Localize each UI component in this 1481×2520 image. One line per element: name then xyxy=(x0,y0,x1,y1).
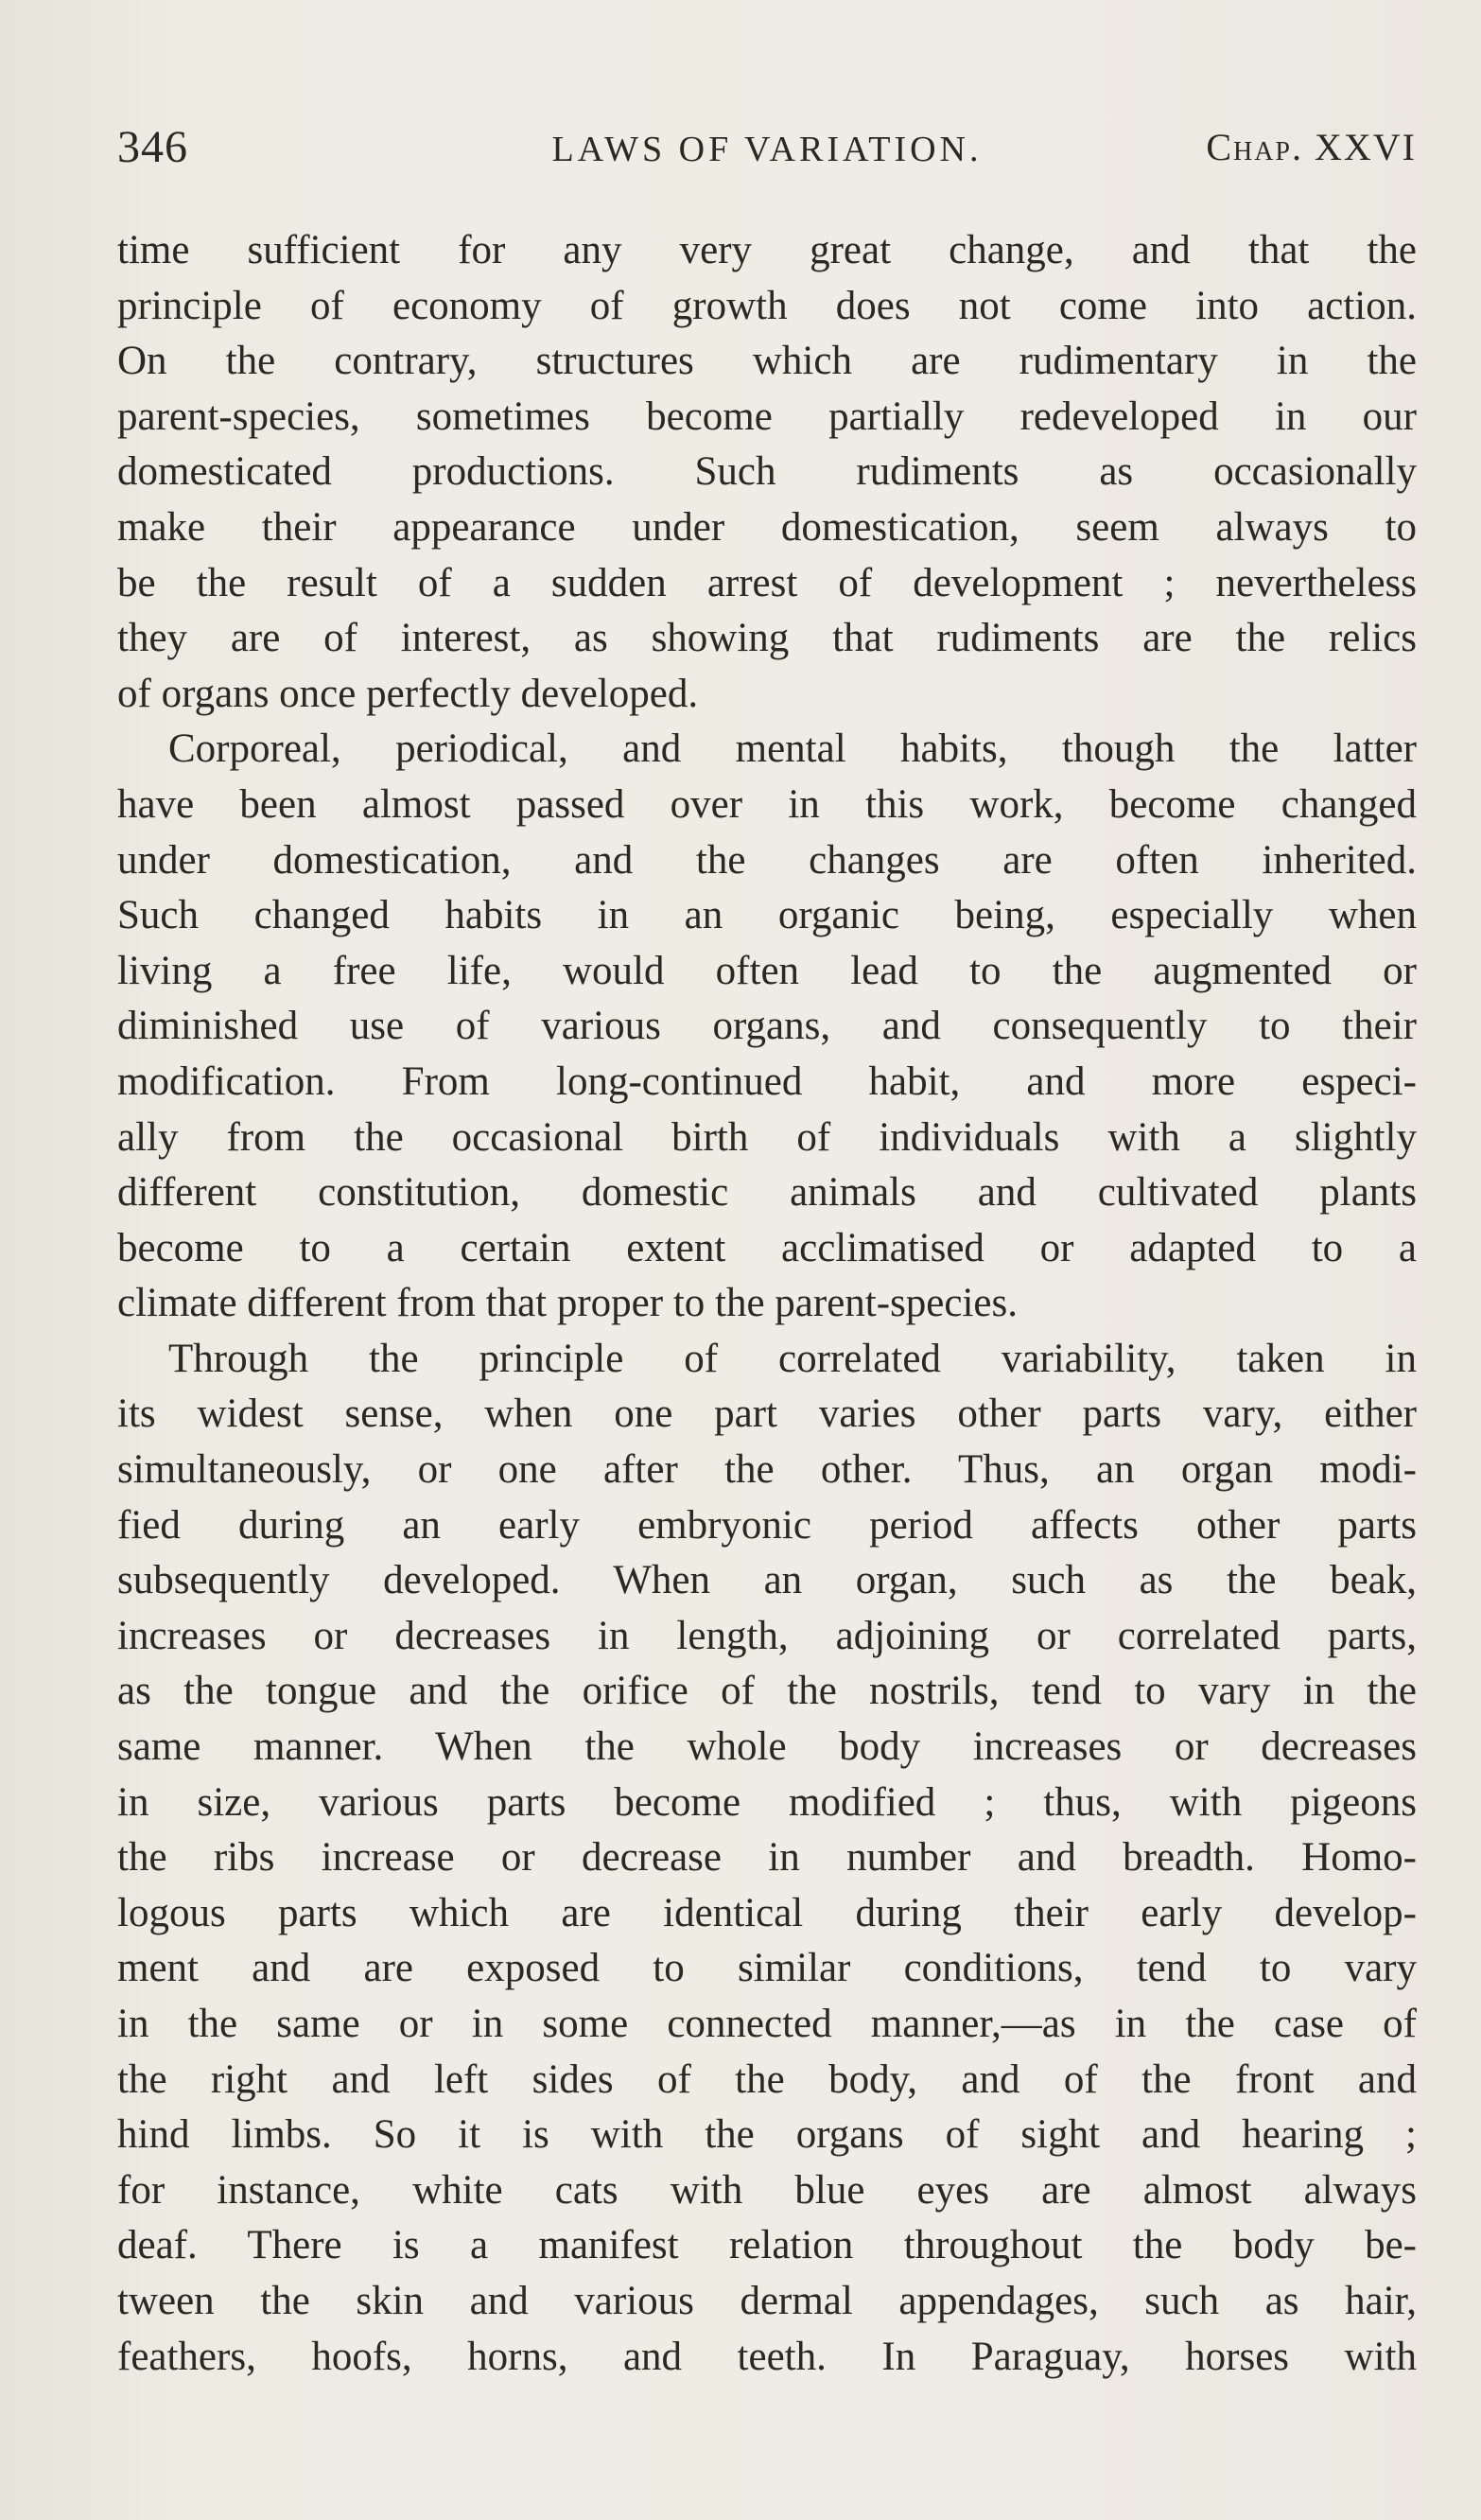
text-line: Such changed habits in an organic being, especially when xyxy=(117,893,1417,938)
text-line: increases or decreases in length, adjoining or correlated parts, xyxy=(117,1613,1417,1658)
text-line: in size, various parts become modified ; thus, with pigeons xyxy=(117,1779,1417,1825)
text-line: subsequently developed. When an organ, such as the beak, xyxy=(117,1558,1417,1603)
text-line: living a free life, would often lead to the augmented or xyxy=(117,948,1417,993)
text-line: parent-species, sometimes become partially redeveloped in our xyxy=(117,394,1417,439)
text-line: ment and are exposed to similar conditions, tend to vary xyxy=(117,1946,1417,1991)
text-line: simultaneously, or one after the other. Thus, an organ modi- xyxy=(117,1447,1417,1493)
page-number: 346 xyxy=(117,122,188,172)
text-line: for instance, white cats with blue eyes are almost always xyxy=(117,2167,1417,2213)
running-header xyxy=(117,121,1417,178)
text-line: they are of interest, as showing that rudiments are the relics xyxy=(117,616,1417,661)
text-line: deaf. There is a manifest relation throughout the body be- xyxy=(117,2223,1417,2268)
text-line: become to a certain extent acclimatised or adapted to a xyxy=(117,1225,1417,1270)
text-line: fied during an early embryonic period affects other parts xyxy=(117,1502,1417,1548)
text-line: time sufficient for any very great change, and that the xyxy=(117,228,1417,272)
text-line: On the contrary, structures which are rudimentary in the xyxy=(117,339,1417,384)
text-line: logous parts which are identical during their early develop- xyxy=(117,1890,1417,1935)
chapter-label: Chap. XXVI xyxy=(1206,126,1417,168)
body-text xyxy=(117,223,1417,2385)
text-line: principle of economy of growth does not come into action. xyxy=(117,283,1417,328)
text-line: the ribs increase or decrease in number and breadth. Homo- xyxy=(117,1835,1417,1881)
text-line: make their appearance under domestication, seem always to xyxy=(117,504,1417,550)
text-line: be the result of a sudden arrest of development ; nevertheless xyxy=(117,560,1417,605)
text-line: feathers, hoofs, horns, and teeth. In Paraguay, horses with xyxy=(117,2334,1417,2379)
text-line: hind limbs. So it is with the organs of sight and hearing ; xyxy=(117,2112,1417,2158)
text-line: climate different from that proper to the parent-species. xyxy=(117,1281,1018,1326)
text-line: the right and left sides of the body, and of the front and xyxy=(117,2056,1417,2102)
text-line: under domestication, and the changes are often inherited. xyxy=(117,837,1417,883)
text-line: domesticated productions. Such rudiments as occasionally xyxy=(117,449,1417,495)
running-title: LAWS OF VARIATION. xyxy=(551,130,983,169)
text-line: as the tongue and the orifice of the nostrils, tend to vary in the xyxy=(117,1669,1417,1714)
text-line: modification. From long-continued habit, and more especi- xyxy=(117,1059,1417,1104)
text-line: same manner. When the whole body increases or decreases xyxy=(117,1724,1417,1770)
text-line: its widest sense, when one part varies other parts vary, either xyxy=(117,1391,1417,1437)
text-line: Through the principle of correlated variability, taken in xyxy=(168,1336,1417,1381)
text-line: have been almost passed over in this work, become changed xyxy=(117,781,1417,827)
text-line: different constitution, domestic animals and cultivated plants xyxy=(117,1170,1417,1216)
text-line: tween the skin and various dermal appendages, such as hair, xyxy=(117,2278,1417,2323)
text-line: ally from the occasional birth of individuals with a slightly xyxy=(117,1114,1417,1160)
text-line: of organs once perfectly developed. xyxy=(117,671,699,716)
text-line: diminished use of various organs, and consequently to their xyxy=(117,1004,1417,1049)
text-line: Corporeal, periodical, and mental habits, though the latter xyxy=(168,726,1417,772)
text-line: in the same or in some connected manner,—as in the case of xyxy=(117,2002,1417,2046)
